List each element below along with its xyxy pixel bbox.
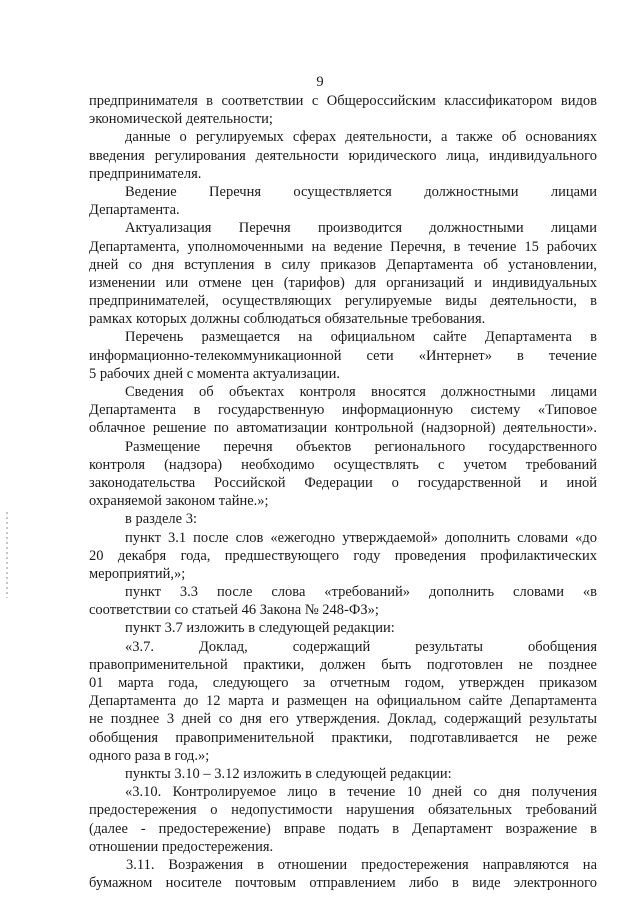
- text-line: Размещение перечня объектов регионального государственного: [125, 438, 597, 455]
- text-line: введения регулирования деятельности юридического лица, индивидуального: [89, 147, 597, 164]
- text-line: предостережения о недопустимости нарушения обязательных требований: [89, 802, 597, 819]
- text-line: 01 марта года, следующего за отчетным годом, утвержден приказом: [89, 675, 597, 691]
- text-line: экономической деятельности;: [89, 111, 273, 128]
- text-line: пункты 3.10 – 3.12 изложить в следующей редакции:: [125, 765, 452, 782]
- text-line: Актуализация Перечня производится должностными лицами: [125, 220, 597, 237]
- text-line: обобщения правоприменительной практики, подготавливается не реже: [89, 729, 597, 746]
- text-line: не позднее 3 дней со дня его утверждения. Доклад, содержащий результаты: [89, 711, 597, 728]
- text-line: отношении предостережения.: [89, 838, 274, 855]
- text-line: пункт 3.3 после слова «требований» дополнить словами «в: [125, 584, 597, 601]
- text-line: бумажном носителе почтовым отправлением либо в виде электронного: [89, 875, 597, 892]
- text-line: Департамента, уполномоченными на ведение Перечня, в течение 15 рабочих: [89, 238, 597, 255]
- text-line: пункт 3.1 после слов «ежегодно утверждаемой» дополнить словами «до: [125, 529, 597, 546]
- text-line: (далее - предостережение) вправе подать в Департамент возражение в: [89, 820, 597, 837]
- text-line: Департамента.: [89, 202, 180, 219]
- text-line: охраняемой законом тайне.»;: [89, 493, 269, 510]
- text-line: данные о регулируемых сферах деятельности, а также об основаниях: [125, 129, 597, 146]
- text-line: Департамента в государственную информационную систему «Типовое: [89, 402, 597, 419]
- margin-binding-marks: [6, 512, 8, 598]
- text-line: Сведения об объектах контроля вносятся должностными лицами: [125, 384, 597, 400]
- text-line: изменении или отмене цен (тарифов) для организаций и индивидуальных: [89, 274, 597, 291]
- text-line: контроля (надзора) необходимо осуществлять с учетом требований: [89, 456, 597, 473]
- text-line: Ведение Перечня осуществляется должностными лицами: [125, 183, 597, 200]
- text-line: рамках которых должны соблюдаться обязательные требования.: [89, 311, 486, 328]
- text-line: предпринимателя.: [89, 165, 202, 182]
- text-line: мероприятий,»;: [89, 565, 186, 582]
- text-line: облачное решение по автоматизации контрольной (надзорной) деятельности».: [89, 420, 597, 437]
- text-line: 5 рабочих дней с момента актуализации.: [89, 365, 340, 382]
- text-line: соответствии со статьей 46 Закона № 248-ФЗ»;: [89, 602, 379, 619]
- text-line: «3.7. Доклад, содержащий результаты обобщения: [125, 638, 597, 655]
- text-line: предпринимателей, осуществляющих регулируемые виды деятельности, в: [89, 293, 597, 310]
- text-line: 3.11. Возражения в отношении предостережения направляются на: [126, 856, 597, 873]
- text-line: предпринимателя в соответствии с Общероссийским классификатором видов: [89, 93, 597, 109]
- text-line: «3.10. Контролируемое лицо в течение 10 дней со дня получения: [125, 784, 597, 801]
- page-number: 9: [316, 74, 324, 90]
- text-line: в разделе 3:: [125, 511, 198, 528]
- text-line: правоприменительной практики, должен быть подготовлен не позднее: [89, 656, 597, 673]
- text-line: законодательства Российской Федерации о государственной и иной: [89, 474, 597, 491]
- text-line: информационно-телекоммуникационной сети «Интернет» в течение: [89, 347, 597, 364]
- body-text: [89, 92, 597, 892]
- text-line: дней со дня вступления в силу приказов Департамента об установлении,: [89, 256, 597, 273]
- text-line: Департамента до 12 марта и размещен на официальном сайте Департамента: [89, 693, 597, 710]
- text-line: 20 декабря года, предшествующего году проведения профилактических: [89, 547, 597, 564]
- text-line: Перечень размещается на официальном сайте Департамента в: [125, 329, 597, 346]
- text-line: одного раза в год.»;: [89, 747, 210, 764]
- text-line: пункт 3.7 изложить в следующей редакции:: [125, 620, 395, 637]
